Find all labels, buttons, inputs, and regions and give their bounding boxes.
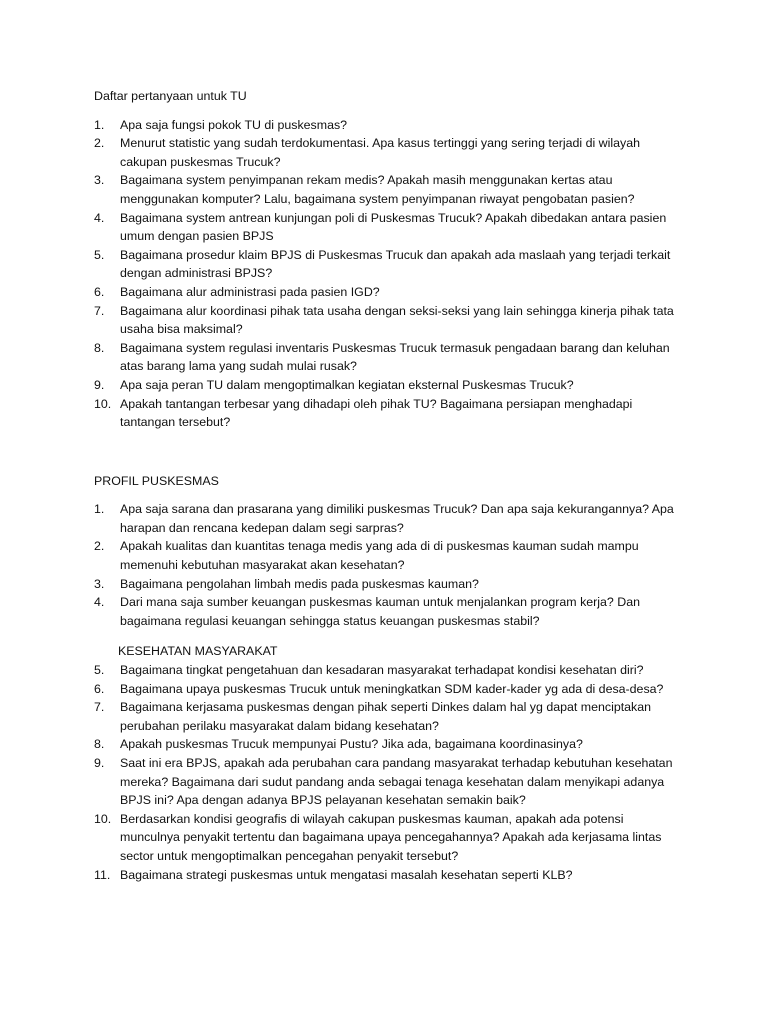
item-number: 5. [94,247,105,262]
item-number: 9. [94,377,105,392]
section-tu-questions [94,87,679,432]
item-text: Bagaimana alur administrasi pada pasien IGD? [120,284,380,299]
item-text: Bagaimana kerjasama puskesmas dengan pihak seperti Dinkes dalam hal yg dapat menciptakan perubahan perilaku masyarakat dalam bidang kesehatan? [120,700,652,733]
item-text: Bagaimana system penyimpanan rekam medis? Apakah masih menggunakan kertas atau menggunakan komputer? Lalu, bagaimana system penyimpanan riwayat pengobatan pasien? [120,173,635,206]
list-item [94,302,679,339]
item-text: Apakah tantangan terbesar yang dihadapi oleh pihak TU? Bagaimana persiapan menghadapi tantangan tersebut? [120,396,633,430]
item-number: 8. [94,737,105,752]
item-number: 7. [94,700,105,715]
item-text: Apakah puskesmas Trucuk mempunyai Pustu? Jika ada, bagaimana koordinasinya? [120,737,583,752]
question-list [94,116,679,432]
section-profil-puskesmas [94,472,679,631]
list-item [94,500,679,537]
list-item [94,339,679,376]
list-item [94,134,679,171]
item-text: Bagaimana system regulasi inventaris Puskesmas Trucuk termasuk pengadaan barang dan keluhan atas barang lama yang sudah mulai rusak? [120,340,670,374]
item-number: 8. [94,340,105,355]
item-text: Apa saja sarana dan prasarana yang dimiliki puskesmas Trucuk? Dan apa saja kekurangannya? Apa harapan dan rencana kedepan dalam segi sarpras? [120,502,674,535]
item-text: Bagaimana prosedur klaim BPJS di Puskesmas Trucuk dan apakah ada maslaah yang terjadi terkait dengan administrasi BPJS? [120,247,671,281]
item-text: Dari mana saja sumber keuangan puskesmas kauman untuk menjalankan program kerja? Dan bagaimana regulasi keuangan sehingga status keuangan puskesmas stabil? [120,595,640,628]
list-item [94,537,679,574]
question-list [94,661,679,884]
item-text: Apakah kualitas dan kuantitas tenaga medis yang ada di di puskesmas kauman sudah mampu memenuhi kebutuhan masyarakat akan kesehatan? [120,539,639,573]
item-text: Saat ini era BPJS, apakah ada perubahan cara pandang masyarakat terhadap kebutuhan kesehatan mereka? Bagaimana dari sudut pandang anda sebagai tenaga kesehatan dalam menyikapi adanya BPJS ini? Apa dengan adanya BPJS pelayanan kesehatan semakin baik? [120,756,673,808]
item-number: 1. [94,117,105,132]
list-item [94,376,679,395]
item-number: 11. [94,867,111,882]
list-item [94,246,679,283]
item-number: 2. [94,136,105,151]
section-heading: Daftar pertanyaan untuk TU [94,89,247,103]
list-item [94,698,679,735]
item-text: Bagaimana system antrean kunjungan poli di Puskesmas Trucuk? Apakah dibedakan antara pasien umum dengan pasien BPJS [120,210,667,244]
item-number: 3. [94,576,105,591]
question-list [94,500,679,630]
list-item [94,866,679,885]
item-number: 7. [94,303,105,318]
section-subheading: KESEHATAN MASYARAKAT [118,644,278,659]
item-text: Apa saja fungsi pokok TU di puskesmas? [120,117,348,132]
item-text: Berdasarkan kondisi geografis di wilayah cakupan puskesmas kauman, apakah ada potensi munculnya penyakit tertentu dan bagaimana upaya pencegahannya? Apakah ada kerjasama lintas sector untuk mengoptimalkan pencegahan penyakit tersebut? [120,811,662,863]
list-item [94,810,679,866]
list-item [94,171,679,208]
item-text: Bagaimana tingkat pengetahuan dan kesadaran masyarakat terhadapat kondisi kesehatan diri? [120,663,644,678]
list-item [94,395,679,432]
item-number: 4. [94,595,105,610]
item-number: 2. [94,539,105,554]
list-item [94,116,679,135]
list-item [94,283,679,302]
item-number: 4. [94,210,105,225]
list-item [94,575,679,594]
list-item [94,754,679,810]
item-text: Bagaimana strategi puskesmas untuk mengatasi masalah kesehatan seperti KLB? [120,867,573,882]
item-text: Bagaimana upaya puskesmas Trucuk untuk meningkatkan SDM kader-kader yg ada di desa-desa? [120,681,664,696]
item-text: Bagaimana pengolahan limbah medis pada puskesmas kauman? [120,576,479,591]
list-item [94,735,679,754]
item-number: 10. [94,811,112,826]
list-item [94,661,679,680]
item-text: Bagaimana alur koordinasi pihak tata usaha dengan seksi-seksi yang lain sehingga kinerja pihak tata usaha bisa maksimal? [120,303,674,337]
list-item [94,209,679,246]
document-content [94,87,679,884]
item-number: 6. [94,681,105,696]
list-item [94,680,679,699]
item-number: 3. [94,173,105,188]
item-number: 10. [94,396,112,411]
item-text: Menurut statistic yang sudah terdokumentasi. Apa kasus tertinggi yang sering terjadi di wilayah cakupan puskesmas Trucuk? [120,136,641,169]
item-number: 5. [94,663,105,678]
item-number: 9. [94,756,105,770]
item-number: 6. [94,284,105,299]
section-heading: PROFIL PUSKESMAS [94,473,219,488]
item-text: Apa saja peran TU dalam mengoptimalkan kegiatan eksternal Puskesmas Trucuk? [120,377,574,392]
list-item [94,593,679,630]
section-kesehatan-masyarakat [94,642,679,884]
item-number: 1. [94,502,105,517]
